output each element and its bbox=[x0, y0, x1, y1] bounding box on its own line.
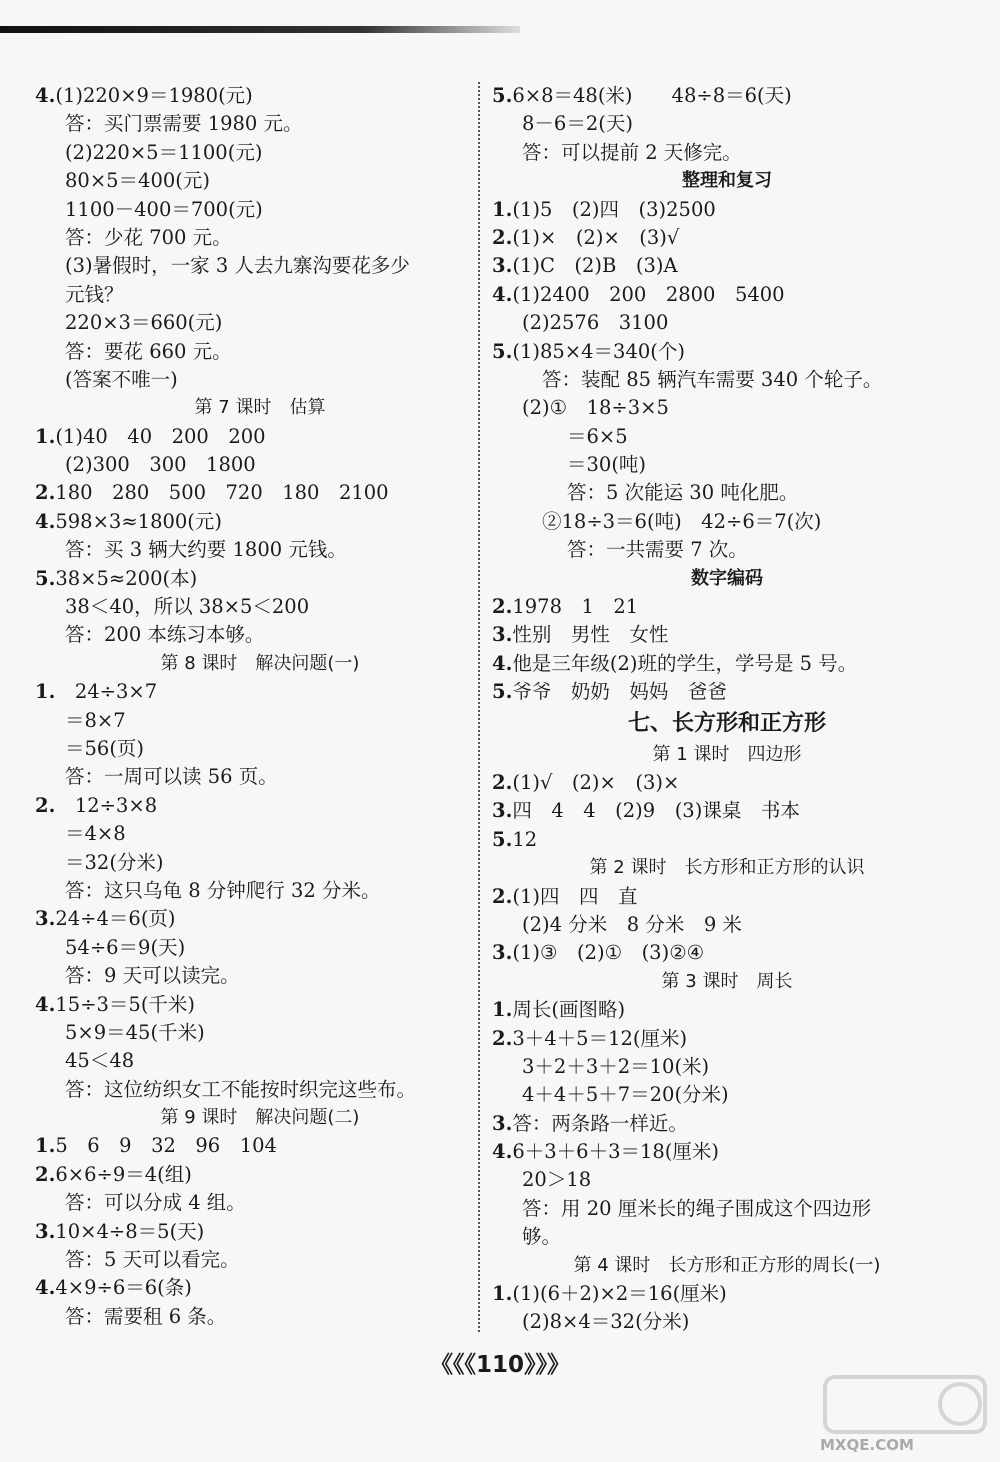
answer-text: 答：要花 660 元。 bbox=[65, 339, 232, 363]
answer-text: 4×9÷6＝6(条) bbox=[55, 1276, 192, 1300]
question-number: 5. bbox=[492, 680, 513, 704]
answer-text: 第 2 课时 长方形和正方形的认识 bbox=[589, 857, 865, 879]
answer-text: 周长(画图略) bbox=[512, 998, 626, 1022]
answer-text: 答：买 3 辆大约要 1800 元钱。 bbox=[65, 538, 347, 562]
question-number: 4. bbox=[35, 992, 56, 1016]
answer-text: 10×4÷8＝5(天) bbox=[55, 1219, 205, 1243]
answer-text: 性别 男性 女性 bbox=[512, 623, 669, 647]
answer-line bbox=[35, 281, 485, 309]
answer-text: (2)4 分米 8 分米 9 米 bbox=[522, 912, 742, 936]
answer-text: 24÷4＝6(页) bbox=[55, 907, 176, 931]
answer-line bbox=[35, 366, 485, 394]
answer-text: 24÷3×7 bbox=[55, 680, 158, 704]
answer-line bbox=[35, 224, 485, 252]
answer-line bbox=[35, 934, 485, 962]
answer-line bbox=[492, 826, 962, 854]
answer-text: 第 3 课时 周长 bbox=[661, 970, 793, 992]
answer-text: 第 7 课时 估算 bbox=[194, 397, 326, 419]
answer-line bbox=[492, 797, 962, 825]
answer-text: 答：9 天可以读完。 bbox=[65, 964, 240, 988]
question-number: 3. bbox=[492, 799, 513, 823]
answer-line bbox=[492, 1223, 962, 1251]
question-number: 4. bbox=[35, 1276, 56, 1300]
answer-text: ＝4×8 bbox=[65, 822, 126, 846]
answer-text: ＝6×5 bbox=[567, 424, 628, 448]
answer-line bbox=[35, 678, 485, 706]
answer-text: (答案不唯一) bbox=[65, 367, 178, 391]
answer-line bbox=[35, 1274, 485, 1302]
answer-line bbox=[492, 939, 962, 967]
answer-text: 180 280 500 720 180 2100 bbox=[55, 481, 389, 505]
answer-line bbox=[492, 139, 962, 167]
answer-text: 12 bbox=[512, 827, 538, 851]
answer-line bbox=[492, 1195, 962, 1223]
question-number: 2. bbox=[492, 884, 513, 908]
answer-text: (1)2400 200 2800 5400 bbox=[512, 282, 785, 306]
answer-text: 答：这位纺织女工不能按时织完这些布。 bbox=[65, 1077, 417, 1101]
answer-line bbox=[492, 479, 962, 507]
answer-text: 220×3＝660(元) bbox=[65, 311, 223, 335]
answer-line bbox=[492, 281, 962, 309]
answer-line bbox=[35, 707, 485, 735]
answer-text: 第 9 课时 解决问题(二) bbox=[160, 1107, 360, 1129]
question-number: 5. bbox=[492, 84, 513, 107]
answer-line bbox=[35, 991, 485, 1019]
answer-line bbox=[35, 593, 485, 621]
answer-text: 8－6＝2(天) bbox=[522, 112, 633, 136]
answer-line bbox=[492, 536, 962, 564]
question-number: 3. bbox=[492, 941, 513, 965]
section-heading bbox=[492, 167, 962, 195]
answer-line bbox=[492, 621, 962, 649]
answer-line bbox=[35, 309, 485, 337]
question-number: 2. bbox=[492, 770, 513, 794]
answer-text: 够。 bbox=[522, 1225, 562, 1249]
question-number: 4. bbox=[492, 1140, 513, 1164]
question-number: 2. bbox=[492, 225, 513, 249]
question-number: 5. bbox=[35, 566, 56, 590]
answer-text: (1)× (2)× (3)√ bbox=[512, 225, 680, 249]
answer-line bbox=[35, 849, 485, 877]
answer-text: 6×8＝48(米) 48÷8＝6(天) bbox=[512, 84, 792, 107]
answer-text: 38×5≈200(本) bbox=[55, 566, 198, 590]
answer-text: 七、长方形和正方形 bbox=[627, 710, 826, 736]
question-number: 1. bbox=[492, 197, 513, 221]
answer-text: 6×6÷9＝4(组) bbox=[55, 1162, 192, 1186]
answer-text: 54÷6＝9(天) bbox=[65, 935, 186, 959]
answer-text: 答：装配 85 辆汽车需要 340 个轮子。 bbox=[542, 367, 883, 391]
answer-text: 第 1 课时 四边形 bbox=[652, 743, 802, 765]
answer-text: 3＋2＋3＋2＝10(米) bbox=[522, 1054, 710, 1078]
answer-line bbox=[35, 508, 485, 536]
answer-line bbox=[35, 338, 485, 366]
section-heading bbox=[492, 1252, 962, 1280]
answer-line bbox=[35, 479, 485, 507]
question-number: 1. bbox=[35, 424, 56, 448]
answer-line bbox=[492, 1110, 962, 1138]
answer-line bbox=[492, 1308, 962, 1336]
right-column bbox=[492, 82, 962, 1337]
question-number: 2. bbox=[35, 481, 56, 505]
answer-text: (2)220×5＝1100(元) bbox=[65, 140, 263, 164]
answer-text: 答：用 20 厘米长的绳子围成这个四边形 bbox=[522, 1196, 872, 1220]
question-number: 2. bbox=[35, 793, 56, 817]
answer-text: 6＋3＋6＋3＝18(厘米) bbox=[512, 1140, 720, 1164]
answer-text: 38＜40，所以 38×5＜200 bbox=[65, 595, 310, 619]
answer-line bbox=[35, 82, 485, 110]
answer-text: 45＜48 bbox=[65, 1049, 135, 1073]
answer-text: ＝32(分米) bbox=[65, 850, 164, 874]
question-number: 1. bbox=[35, 1134, 56, 1158]
answer-text: 爷爷 奶奶 妈妈 爸爸 bbox=[512, 680, 727, 704]
page-number: 《《《110》》》 bbox=[429, 1352, 570, 1378]
answer-text: 整理和复习 bbox=[682, 170, 772, 192]
answer-text: 第 8 课时 解决问题(一) bbox=[160, 652, 360, 674]
answer-text: (1)③ (2)① (3)②④ bbox=[512, 941, 705, 965]
section-heading bbox=[492, 741, 962, 769]
answer-line bbox=[492, 1166, 962, 1194]
answer-text: ＝8×7 bbox=[65, 708, 126, 732]
answer-line bbox=[492, 110, 962, 138]
top-rule bbox=[0, 26, 520, 33]
section-heading bbox=[35, 1104, 485, 1132]
answer-line bbox=[35, 139, 485, 167]
answer-line bbox=[492, 196, 962, 224]
answer-text: 答：5 次能运 30 吨化肥。 bbox=[567, 481, 799, 505]
watermark-text: MXQE.COM bbox=[820, 1436, 914, 1454]
answer-line bbox=[492, 309, 962, 337]
answer-line bbox=[492, 224, 962, 252]
answer-text: 答：一共需要 7 次。 bbox=[567, 538, 748, 562]
answer-line bbox=[492, 678, 962, 706]
answer-line bbox=[35, 565, 485, 593]
answer-line bbox=[492, 423, 962, 451]
answer-line bbox=[35, 1303, 485, 1331]
answer-line bbox=[35, 252, 485, 280]
answer-text: (1)85×4＝340(个) bbox=[512, 339, 685, 363]
answer-line bbox=[492, 338, 962, 366]
answer-line bbox=[492, 650, 962, 678]
answer-text: ②18÷3＝6(吨) 42÷6＝7(次) bbox=[542, 509, 822, 533]
question-number: 4. bbox=[492, 282, 513, 306]
answer-line bbox=[35, 1076, 485, 1104]
answer-text: ＝56(页) bbox=[65, 736, 145, 760]
answer-text: 1978 1 21 bbox=[512, 595, 639, 619]
answer-line bbox=[35, 167, 485, 195]
answer-line bbox=[492, 883, 962, 911]
answer-text: 第 4 课时 长方形和正方形的周长(一) bbox=[573, 1254, 881, 1276]
answer-line bbox=[492, 394, 962, 422]
answer-text: 四 4 4 (2)9 (3)课桌 书本 bbox=[512, 799, 800, 823]
answer-line bbox=[35, 792, 485, 820]
answer-line bbox=[35, 621, 485, 649]
question-number: 2. bbox=[492, 595, 513, 619]
answer-text: 5 6 9 32 96 104 bbox=[55, 1134, 277, 1158]
question-number: 2. bbox=[492, 1026, 513, 1050]
answer-text: 数字编码 bbox=[691, 567, 763, 589]
answer-text: 答：买门票需要 1980 元。 bbox=[65, 112, 303, 136]
answer-text: (2)2576 3100 bbox=[522, 311, 669, 335]
answer-text: 答：可以提前 2 天修完。 bbox=[522, 140, 742, 164]
question-number: 1. bbox=[492, 998, 513, 1022]
answer-line bbox=[35, 1132, 485, 1160]
section-heading bbox=[492, 565, 962, 593]
answer-text: (1)(6＋2)×2＝16(厘米) bbox=[512, 1282, 727, 1306]
question-number: 5. bbox=[492, 827, 513, 851]
answer-line bbox=[35, 1189, 485, 1217]
answer-text: (1)四 四 直 bbox=[512, 884, 638, 908]
answer-text: 598×3≈1800(元) bbox=[55, 509, 223, 533]
answer-text: 80×5＝400(元) bbox=[65, 169, 210, 193]
answer-line bbox=[492, 366, 962, 394]
answer-text: 12÷3×8 bbox=[55, 793, 158, 817]
section-heading bbox=[492, 968, 962, 996]
question-number: 4. bbox=[35, 84, 56, 107]
question-number: 5. bbox=[492, 339, 513, 363]
answer-line bbox=[35, 905, 485, 933]
answer-line bbox=[492, 911, 962, 939]
answer-line bbox=[492, 769, 962, 797]
question-number: 3. bbox=[492, 1111, 513, 1135]
answer-text: 5×9＝45(千米) bbox=[65, 1020, 205, 1044]
answer-text: 答：200 本练习本够。 bbox=[65, 623, 265, 647]
answer-text: 答：一周可以读 56 页。 bbox=[65, 765, 278, 789]
answer-line bbox=[492, 82, 962, 110]
answer-text: ＝30(吨) bbox=[567, 453, 647, 477]
answer-line bbox=[35, 820, 485, 848]
question-number: 2. bbox=[35, 1162, 56, 1186]
answer-line bbox=[35, 110, 485, 138]
answer-text: 他是三年级(2)班的学生，学号是 5 号。 bbox=[512, 651, 858, 675]
answer-line bbox=[35, 536, 485, 564]
question-number: 3. bbox=[492, 623, 513, 647]
answer-text: (2)① 18÷3×5 bbox=[522, 396, 669, 420]
answer-line bbox=[492, 593, 962, 621]
question-number: 1. bbox=[35, 680, 56, 704]
answer-line bbox=[35, 1218, 485, 1246]
answer-text: (2)300 300 1800 bbox=[65, 453, 256, 477]
section-heading bbox=[35, 650, 485, 678]
answer-line bbox=[35, 423, 485, 451]
answer-line bbox=[35, 1246, 485, 1274]
left-column bbox=[35, 82, 485, 1331]
question-number: 3. bbox=[492, 254, 513, 278]
question-number: 3. bbox=[35, 907, 56, 931]
answer-text: (1)40 40 200 200 bbox=[55, 424, 266, 448]
answer-line bbox=[35, 962, 485, 990]
answer-line bbox=[492, 451, 962, 479]
question-number: 4. bbox=[35, 509, 56, 533]
answer-text: (1)C (2)B (3)A bbox=[512, 254, 678, 278]
answer-line bbox=[492, 1280, 962, 1308]
answer-line bbox=[492, 252, 962, 280]
section-heading bbox=[492, 854, 962, 882]
answer-text: (1)220×9＝1980(元) bbox=[55, 84, 253, 107]
answer-text: (1)5 (2)四 (3)2500 bbox=[512, 197, 716, 221]
answer-line bbox=[35, 1047, 485, 1075]
answer-line bbox=[492, 1025, 962, 1053]
answer-text: (3)暑假时，一家 3 人去九寨沟要花多少 bbox=[65, 254, 410, 278]
question-number: 1. bbox=[492, 1282, 513, 1306]
answer-text: 答：5 天可以看完。 bbox=[65, 1248, 240, 1272]
answer-text: 答：这只乌龟 8 分钟爬行 32 分米。 bbox=[65, 878, 381, 902]
answer-line bbox=[35, 196, 485, 224]
answer-text: 答：少花 700 元。 bbox=[65, 225, 232, 249]
section-heading bbox=[35, 394, 485, 422]
answer-text: 20＞18 bbox=[522, 1168, 592, 1192]
section-heading bbox=[492, 707, 962, 741]
answer-text: 答：需要租 6 条。 bbox=[65, 1304, 227, 1328]
answer-line bbox=[35, 735, 485, 763]
answer-line bbox=[35, 763, 485, 791]
question-number: 4. bbox=[492, 651, 513, 675]
answer-line bbox=[35, 451, 485, 479]
answer-line bbox=[492, 1081, 962, 1109]
answer-text: 4＋4＋5＋7＝20(分米) bbox=[522, 1083, 729, 1107]
answer-text: 1100－400＝700(元) bbox=[65, 197, 263, 221]
answer-line bbox=[492, 508, 962, 536]
answer-line bbox=[35, 877, 485, 905]
answer-text: 答：两条路一样近。 bbox=[512, 1111, 688, 1135]
answer-line bbox=[492, 1138, 962, 1166]
answer-text: 答：可以分成 4 组。 bbox=[65, 1191, 246, 1215]
answer-text: 15÷3＝5(千米) bbox=[55, 992, 196, 1016]
answer-text: (2)8×4＝32(分米) bbox=[522, 1310, 690, 1334]
answer-text: 3＋4＋5＝12(厘米) bbox=[512, 1026, 688, 1050]
answer-line bbox=[492, 1053, 962, 1081]
answer-text: (1)√ (2)× (3)× bbox=[512, 770, 680, 794]
answer-line bbox=[35, 1019, 485, 1047]
answer-line bbox=[35, 1161, 485, 1189]
question-number: 3. bbox=[35, 1219, 56, 1243]
answer-line bbox=[492, 996, 962, 1024]
answer-text: 元钱？ bbox=[65, 282, 124, 306]
